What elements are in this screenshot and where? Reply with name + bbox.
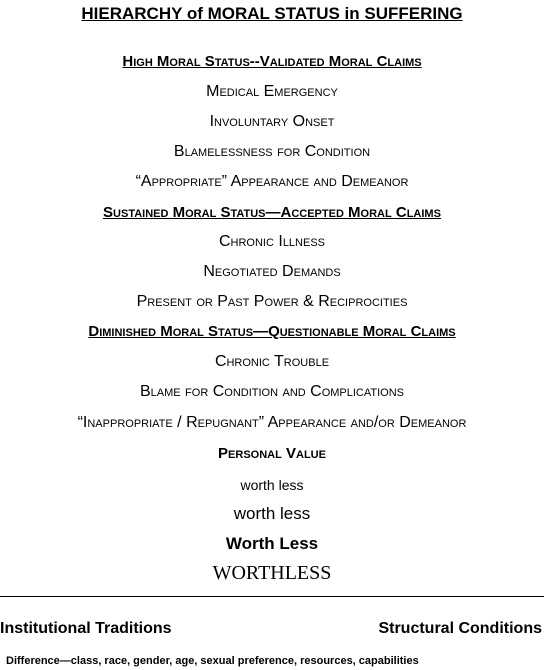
divider-line — [0, 596, 544, 597]
high-item-blamelessness: Blamelessness for Condition — [173, 143, 371, 160]
sustained-moral-status-heading: Sustained Moral Status—Accepted Moral Claims — [103, 204, 441, 221]
diminished-moral-status-heading: Diminished Moral Status—Questionable Moral Claims — [88, 323, 456, 340]
sustained-item-power-reciprocities: Present or Past Power & Reciprocities — [136, 293, 408, 310]
worth-less-bold: Worth Less — [225, 534, 319, 553]
high-item-involuntary-onset: Involuntary Onset — [209, 113, 335, 130]
diminished-item-chronic-trouble: Chronic Trouble — [214, 353, 330, 370]
sustained-item-negotiated-demands: Negotiated Demands — [203, 263, 341, 280]
high-item-medical-emergency: Medical Emergency — [206, 83, 338, 100]
personal-value-heading: Personal Value — [218, 445, 326, 462]
high-item-appropriate-appearance: “Appropriate” Appearance and Demeanor — [135, 173, 409, 190]
sustained-item-chronic-illness: Chronic Illness — [218, 233, 326, 250]
diminished-item-blame: Blame for Condition and Complications — [139, 383, 405, 400]
difference-note: Difference—class, race, gender, age, sexual preference, resources, capabilities — [6, 655, 419, 667]
page-title: HIERARCHY of MORAL STATUS in SUFFERING — [81, 4, 463, 23]
structural-conditions-label: Structural Conditions — [378, 620, 542, 637]
worth-less-small: worth less — [240, 477, 304, 493]
institutional-traditions-label: Institutional Traditions — [0, 620, 172, 637]
diminished-item-inappropriate-appearance: “Inappropriate / Repugnant” Appearance and/or Demeanor — [77, 414, 467, 431]
worth-less-medium: worth less — [233, 504, 311, 523]
high-moral-status-heading: High Moral Status--Validated Moral Claims — [122, 53, 422, 70]
worthless: WORTHLESS — [212, 562, 332, 584]
